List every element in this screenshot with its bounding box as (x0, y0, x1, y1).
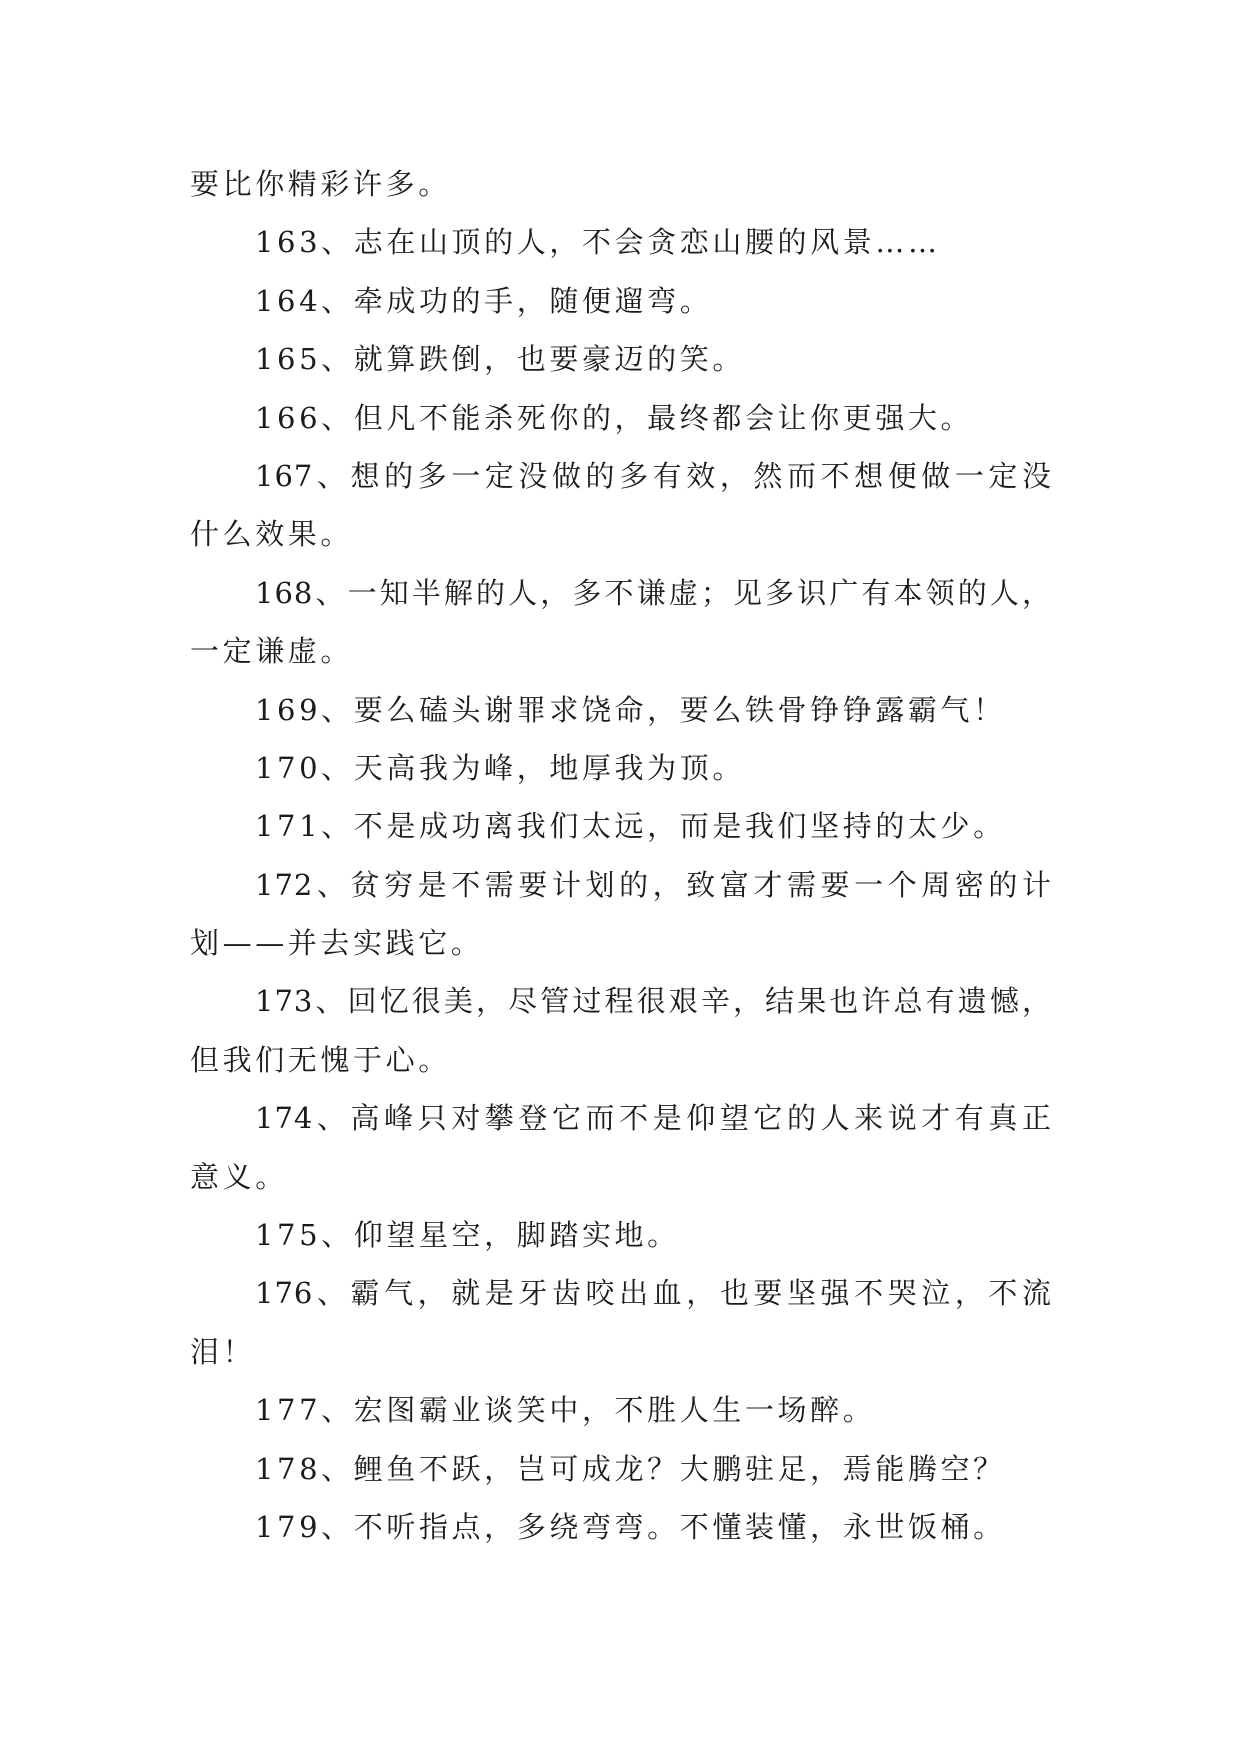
quote-item (190, 1440, 1052, 1498)
quote-item (190, 389, 1052, 447)
paragraph-line: 168、一知半解的人，多不谦虚；见多识广有本领的人， (255, 575, 1052, 610)
paragraph-line: 172、贫穷是不需要计划的，致富才需要一个周密的计 (255, 867, 1052, 902)
quote-item (190, 681, 1052, 739)
paragraph-line: 164、牵成功的手，随便遛弯。 (255, 283, 713, 318)
paragraph-line: 一定谦虚。 (190, 634, 354, 669)
paragraph-continuation (190, 155, 1052, 213)
paragraph-line: 163、志在山顶的人，不会贪恋山腰的风景…… (255, 225, 941, 260)
quote-item (190, 1089, 1052, 1206)
paragraph-line: 176、霸气，就是牙齿咬出血，也要坚强不哭泣，不流 (255, 1276, 1052, 1311)
quote-item (190, 447, 1052, 564)
paragraph-line: 177、宏图霸业谈笑中，不胜人生一场醉。 (255, 1393, 876, 1428)
paragraph-line: 166、但凡不能杀死你的，最终都会让你更强大。 (255, 400, 974, 435)
paragraph-line: 174、高峰只对攀登它而不是仰望它的人来说才有真正 (255, 1101, 1052, 1136)
paragraph-line: 划——并去实践它。 (190, 926, 484, 961)
paragraph-line: 170、天高我为峰，地厚我为顶。 (255, 750, 745, 785)
paragraph-line: 171、不是成功离我们太远，而是我们坚持的太少。 (255, 809, 1006, 844)
quote-item (190, 213, 1052, 271)
quote-item (190, 856, 1052, 973)
paragraph-line: 179、不听指点，多绕弯弯。不懂装懂，永世饭桶。 (255, 1509, 1006, 1544)
quote-item (190, 564, 1052, 681)
quote-item (190, 972, 1052, 1089)
paragraph-line: 169、要么磕头谢罪求饶命，要么铁骨铮铮露霸气！ (255, 692, 1006, 727)
paragraph-line: 175、仰望星空，脚踏实地。 (255, 1218, 680, 1253)
quote-item (190, 272, 1052, 330)
quote-item (190, 1206, 1052, 1264)
quote-item (190, 330, 1052, 388)
quote-item (190, 1498, 1052, 1556)
quote-item (190, 1264, 1052, 1381)
quote-item (190, 739, 1052, 797)
paragraph-line: 178、鲤鱼不跃，岂可成龙？大鹏驻足，焉能腾空？ (255, 1451, 1006, 1486)
paragraph-line: 要比你精彩许多。 (190, 167, 451, 201)
paragraph-line: 意义。 (190, 1159, 288, 1194)
quote-item (190, 1381, 1052, 1439)
paragraph-line: 173、回忆很美，尽管过程很艰辛，结果也许总有遗憾， (255, 984, 1052, 1019)
paragraph-line: 167、想的多一定没做的多有效，然而不想便做一定没 (255, 458, 1052, 493)
paragraph-line: 165、就算跌倒，也要豪迈的笑。 (255, 342, 745, 377)
quote-item (190, 797, 1052, 855)
paragraph-line: 但我们无愧于心。 (190, 1042, 451, 1077)
paragraph-line: 泪！ (190, 1334, 256, 1369)
paragraph-line: 什么效果。 (190, 517, 354, 552)
